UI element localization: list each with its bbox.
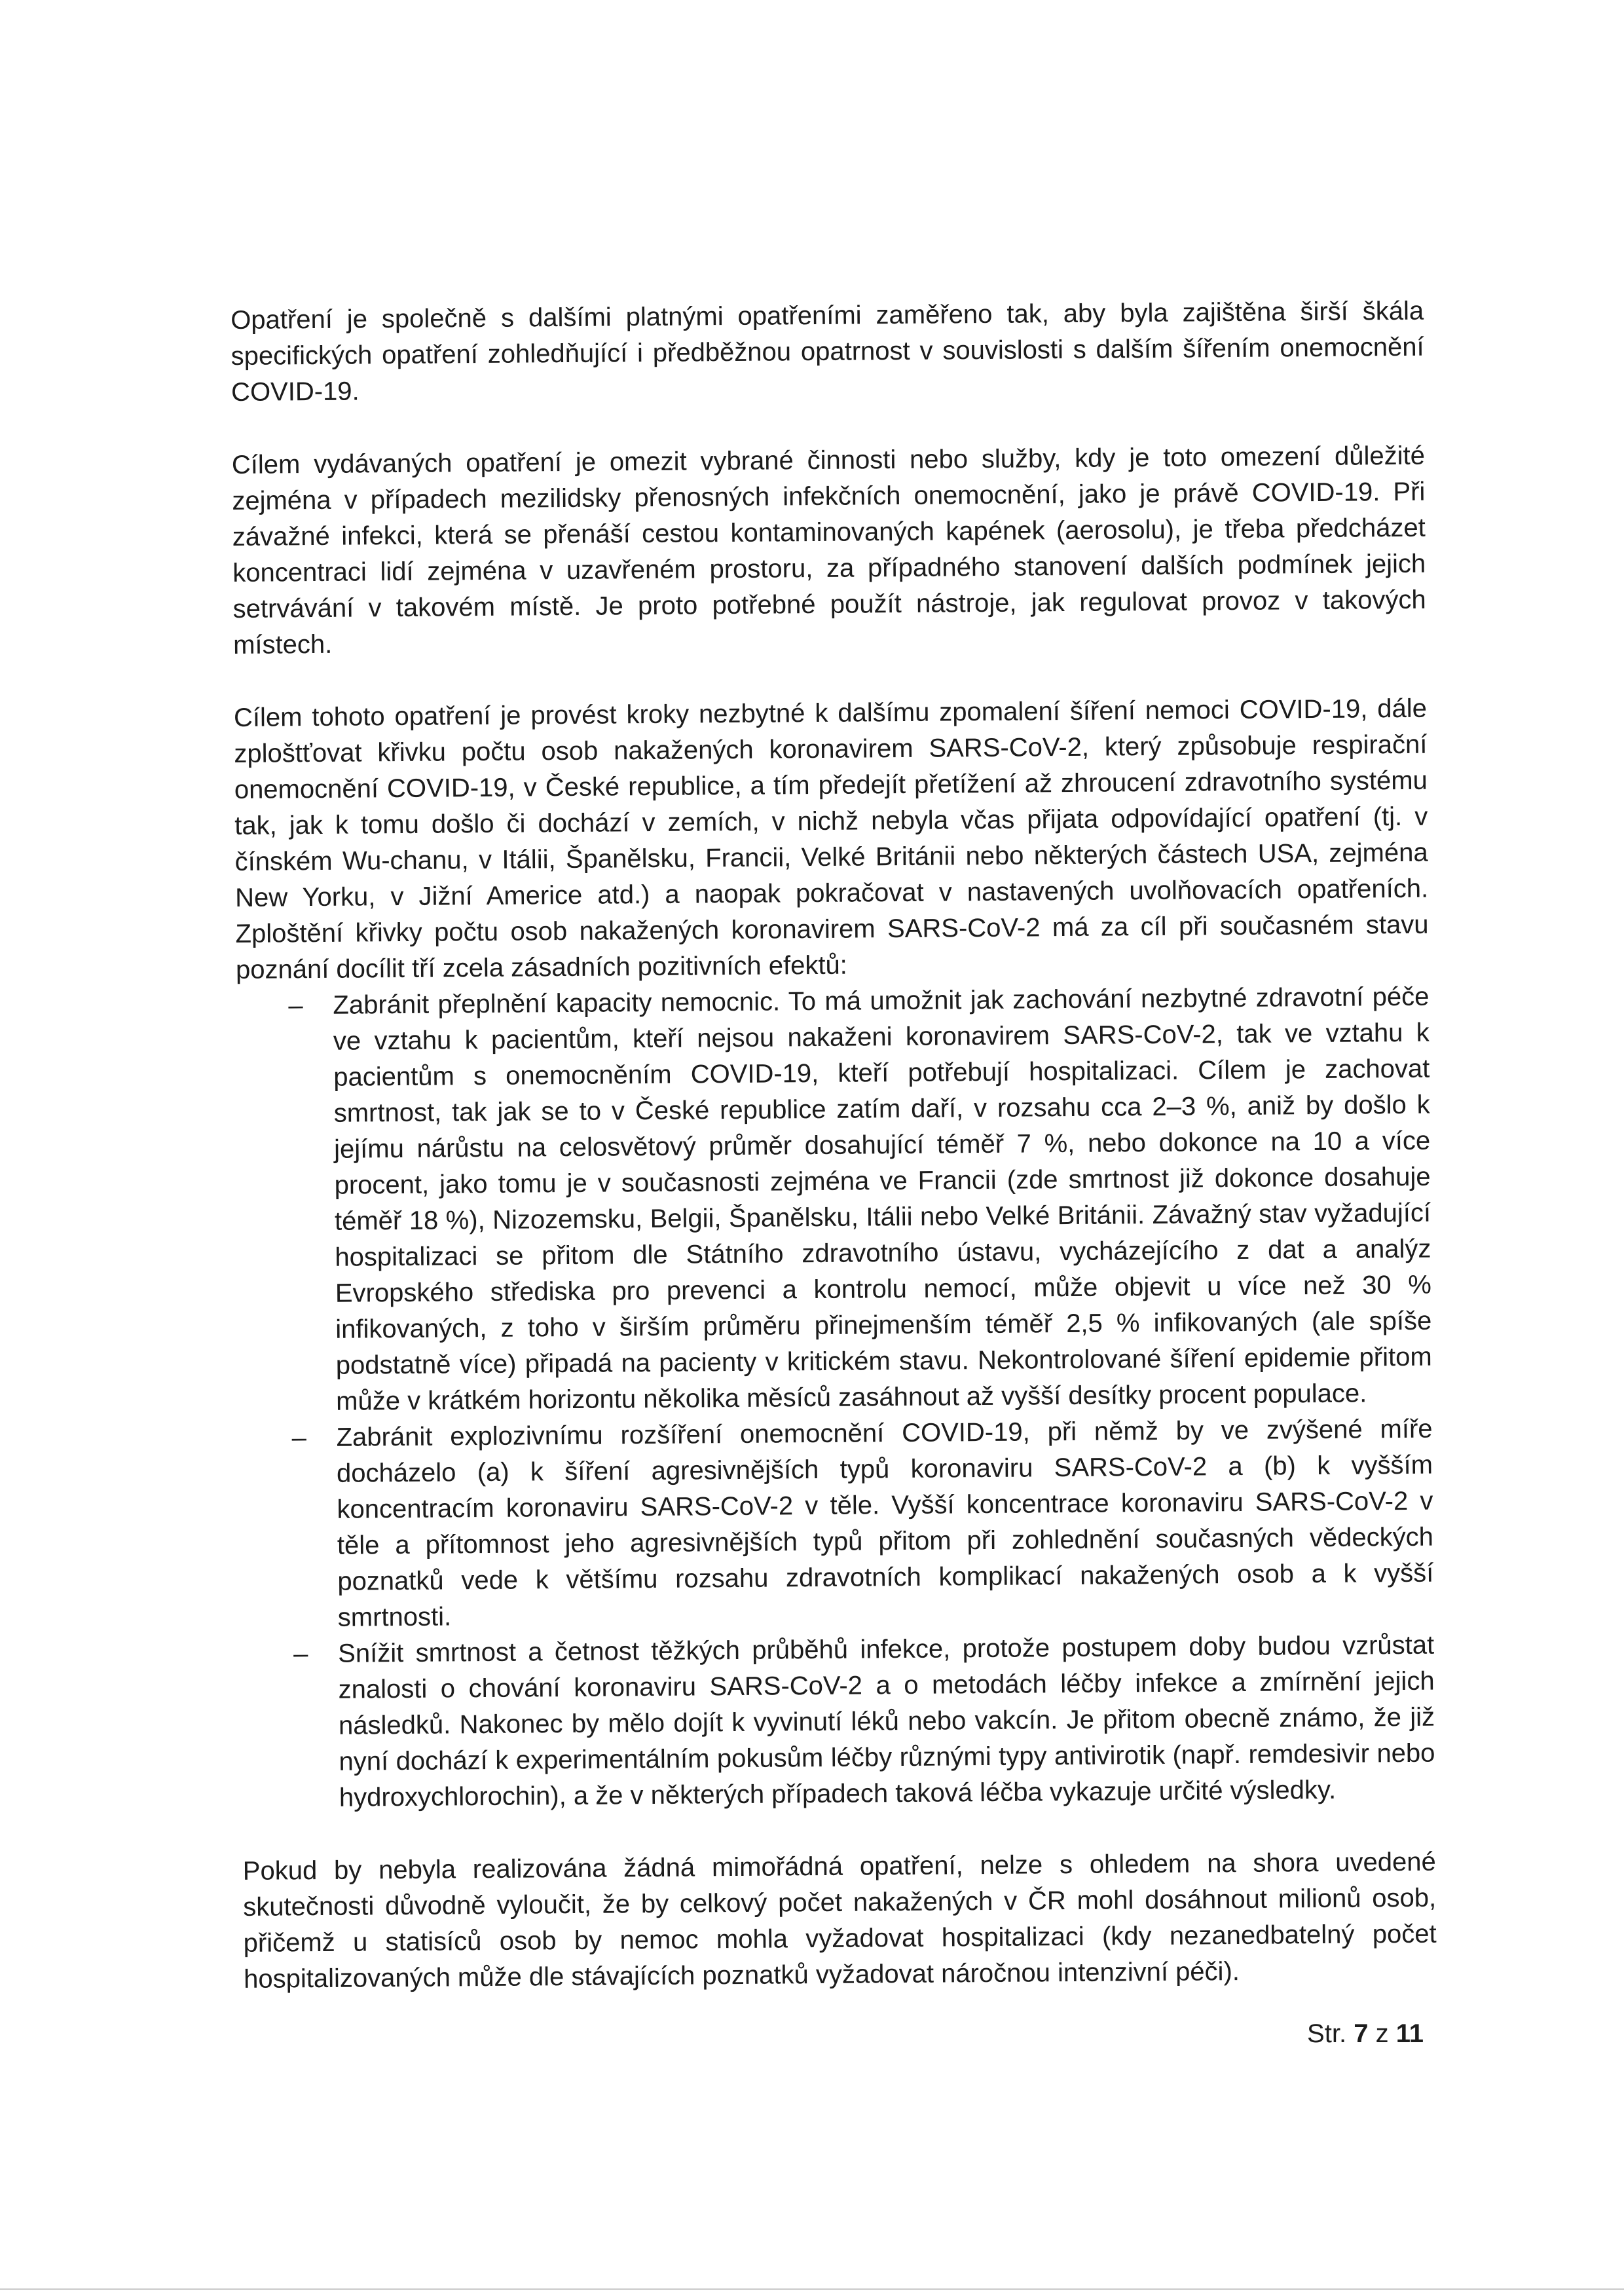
list-item-text: Zabránit přeplnění kapacity nemocnic. To má umožnit jak zachování nezbytné zdravotní péče ve vztahu k pacientům, kteří nejsou nakaženi koronavirem SARS-CoV-2, tak ve vztahu k pacientům s onemocněním COVID-19, kteří potřebují hospitalizaci. Cílem je zachovat smrtnost, tak jak se to v České republice zatím daří, v rozsahu cca 2–3 %, aniž by došlo k jejímu nárůstu na celosvětový průměr dosahující téměř 7 %, nebo dokonce na 10 a více procent, jako tomu je v současnosti zejména ve Francii (zde smrtnost již dokonce dosahuje téměř 18 %), Nizozemsku, Belgii, Španělsku, Itálii nebo Velké Británii. Závažný stav vyžadující hospitalizaci se přitom dle Státního zdravotního ústavu, vycházejícího z dat a analýz Evropského střediska pro prevenci a kontrolu nemocí, může objevit u více než 30 % infikovaných, z toho v širším průměru přinejmenším téměř 2,5 % infikovaných (ale spíše podstatně více) připadá na pacienty v kritickém stavu. Nekontrolované šíření epidemie přitom může v krátkém horizontu několika měsíců zasáhnout až vyšší desítky procent populace.	[333, 982, 1432, 1416]
dash-bullet: –	[293, 1639, 308, 1669]
effects-list	[236, 979, 1435, 1817]
list-item-text: Zabránit explozivnímu rozšíření onemocnění COVID-19, při němž by ve zvýšené míře docházelo (a) k šíření agresivnějších typů koronaviru SARS-CoV-2 a (b) k vyšším koncentracím koronaviru SARS-CoV-2 v těle. Vyšší koncentrace koronaviru SARS-CoV-2 v těle a přítomnost jeho agresivnějších typů přitom při zohlednění současných vědeckých poznatků vede k většímu rozsahu zdravotních komplikací nakažených osob a k vyšší smrtnosti.	[336, 1414, 1434, 1632]
current-page: 7	[1354, 2019, 1369, 2048]
document-body	[231, 293, 1437, 2034]
total-pages: 11	[1395, 2019, 1424, 2048]
paragraph-1: Opatření je společně s dalšími platnými opatřeními zaměřeno tak, aby byla zajištěna širší škála specifických opatření zohledňující i předběžnou opatrnost v souvislosti s dalším šířením onemocnění COVID-19.	[231, 296, 1424, 407]
page-number	[1307, 2016, 1424, 2052]
dash-bullet: –	[291, 1423, 307, 1453]
list-item	[236, 979, 1432, 1421]
list-item	[241, 1628, 1435, 1817]
list-item	[239, 1411, 1434, 1637]
paragraph-2: Cílem vydávaných opatření je omezit vybrané činnosti nebo služby, kdy je toto omezení důležité zejména v případech mezilidsky přenosných infekčních onemocnění, jako je právě COVID-19. Při závažné infekci, která se přenáší cestou kontaminovaných kapének (aerosolu), je třeba předcházet koncentraci lidí zejména v uzavřeném prostoru, za případného stanovení dalších podmínek jejich setrvávání v takovém místě. Je proto potřebné použít nástroje, jak regulovat provoz v takových místech.	[231, 441, 1426, 660]
paragraph-3: Cílem tohoto opatření je provést kroky nezbytné k dalšímu zpomalení šíření nemoci COVID-19, dále zploštťovat křivku počtu osob nakažených koronavirem SARS-CoV-2, který způsobuje respirační onemocnění COVID-19, v České republice, a tím předejít přetížení až zhroucení zdravotního systému tak, jak k tomu došlo či dochází v zemích, v nichž nebyla včas přijata odpovídající opatření (tj. v čínském Wu-chanu, v Itálii, Španělsku, Francii, Velké Británii nebo některých částech USA, zejména New Yorku, v Jižní Americe atd.) a naopak pokračovat v nastavených uvolňovacích opatřeních. Zploštění křivky počtu osob nakažených koronavirem SARS-CoV-2 má za cíl při současném stavu poznání docílit tří zcela zásadních pozitivních efektů:	[233, 694, 1429, 984]
dash-bullet: –	[288, 991, 303, 1020]
list-item-text: Snížit smrtnost a četnost těžkých průběhů infekce, protože postupem doby budou vzrůstat znalosti o chování koronaviru SARS-CoV-2 a o metodách léčby infekce a zmírnění jejich následků. Nakonec by mělo dojít k vyvinutí léků nebo vakcín. Je přitom obecně známo, že již nyní dochází k experimentálním pokusům léčby různými typy antivirotik (např. remdesivir nebo hydroxychlorochin), a že v některých případech taková léčba vykazuje určité výsledky.	[338, 1630, 1435, 1812]
page-separator: z	[1375, 2019, 1389, 2048]
closing-paragraph: Pokud by nebyla realizována žádná mimořádná opatření, nelze s ohledem na shora uvedené skutečnosti důvodně vyloučit, že by celkový počet nakažených v ČR mohl dosáhnout milionů osob, přičemž u statisíců osob by nemoc mohla vyžadovat hospitalizaci (kdy nezanedbatelný počet hospitalizovaných může dle stávajících poznatků vyžadovat náročnou intenzivní péči).	[242, 1847, 1437, 1994]
scan-edge-line	[0, 2288, 1624, 2290]
page-prefix: Str.	[1307, 2019, 1347, 2048]
